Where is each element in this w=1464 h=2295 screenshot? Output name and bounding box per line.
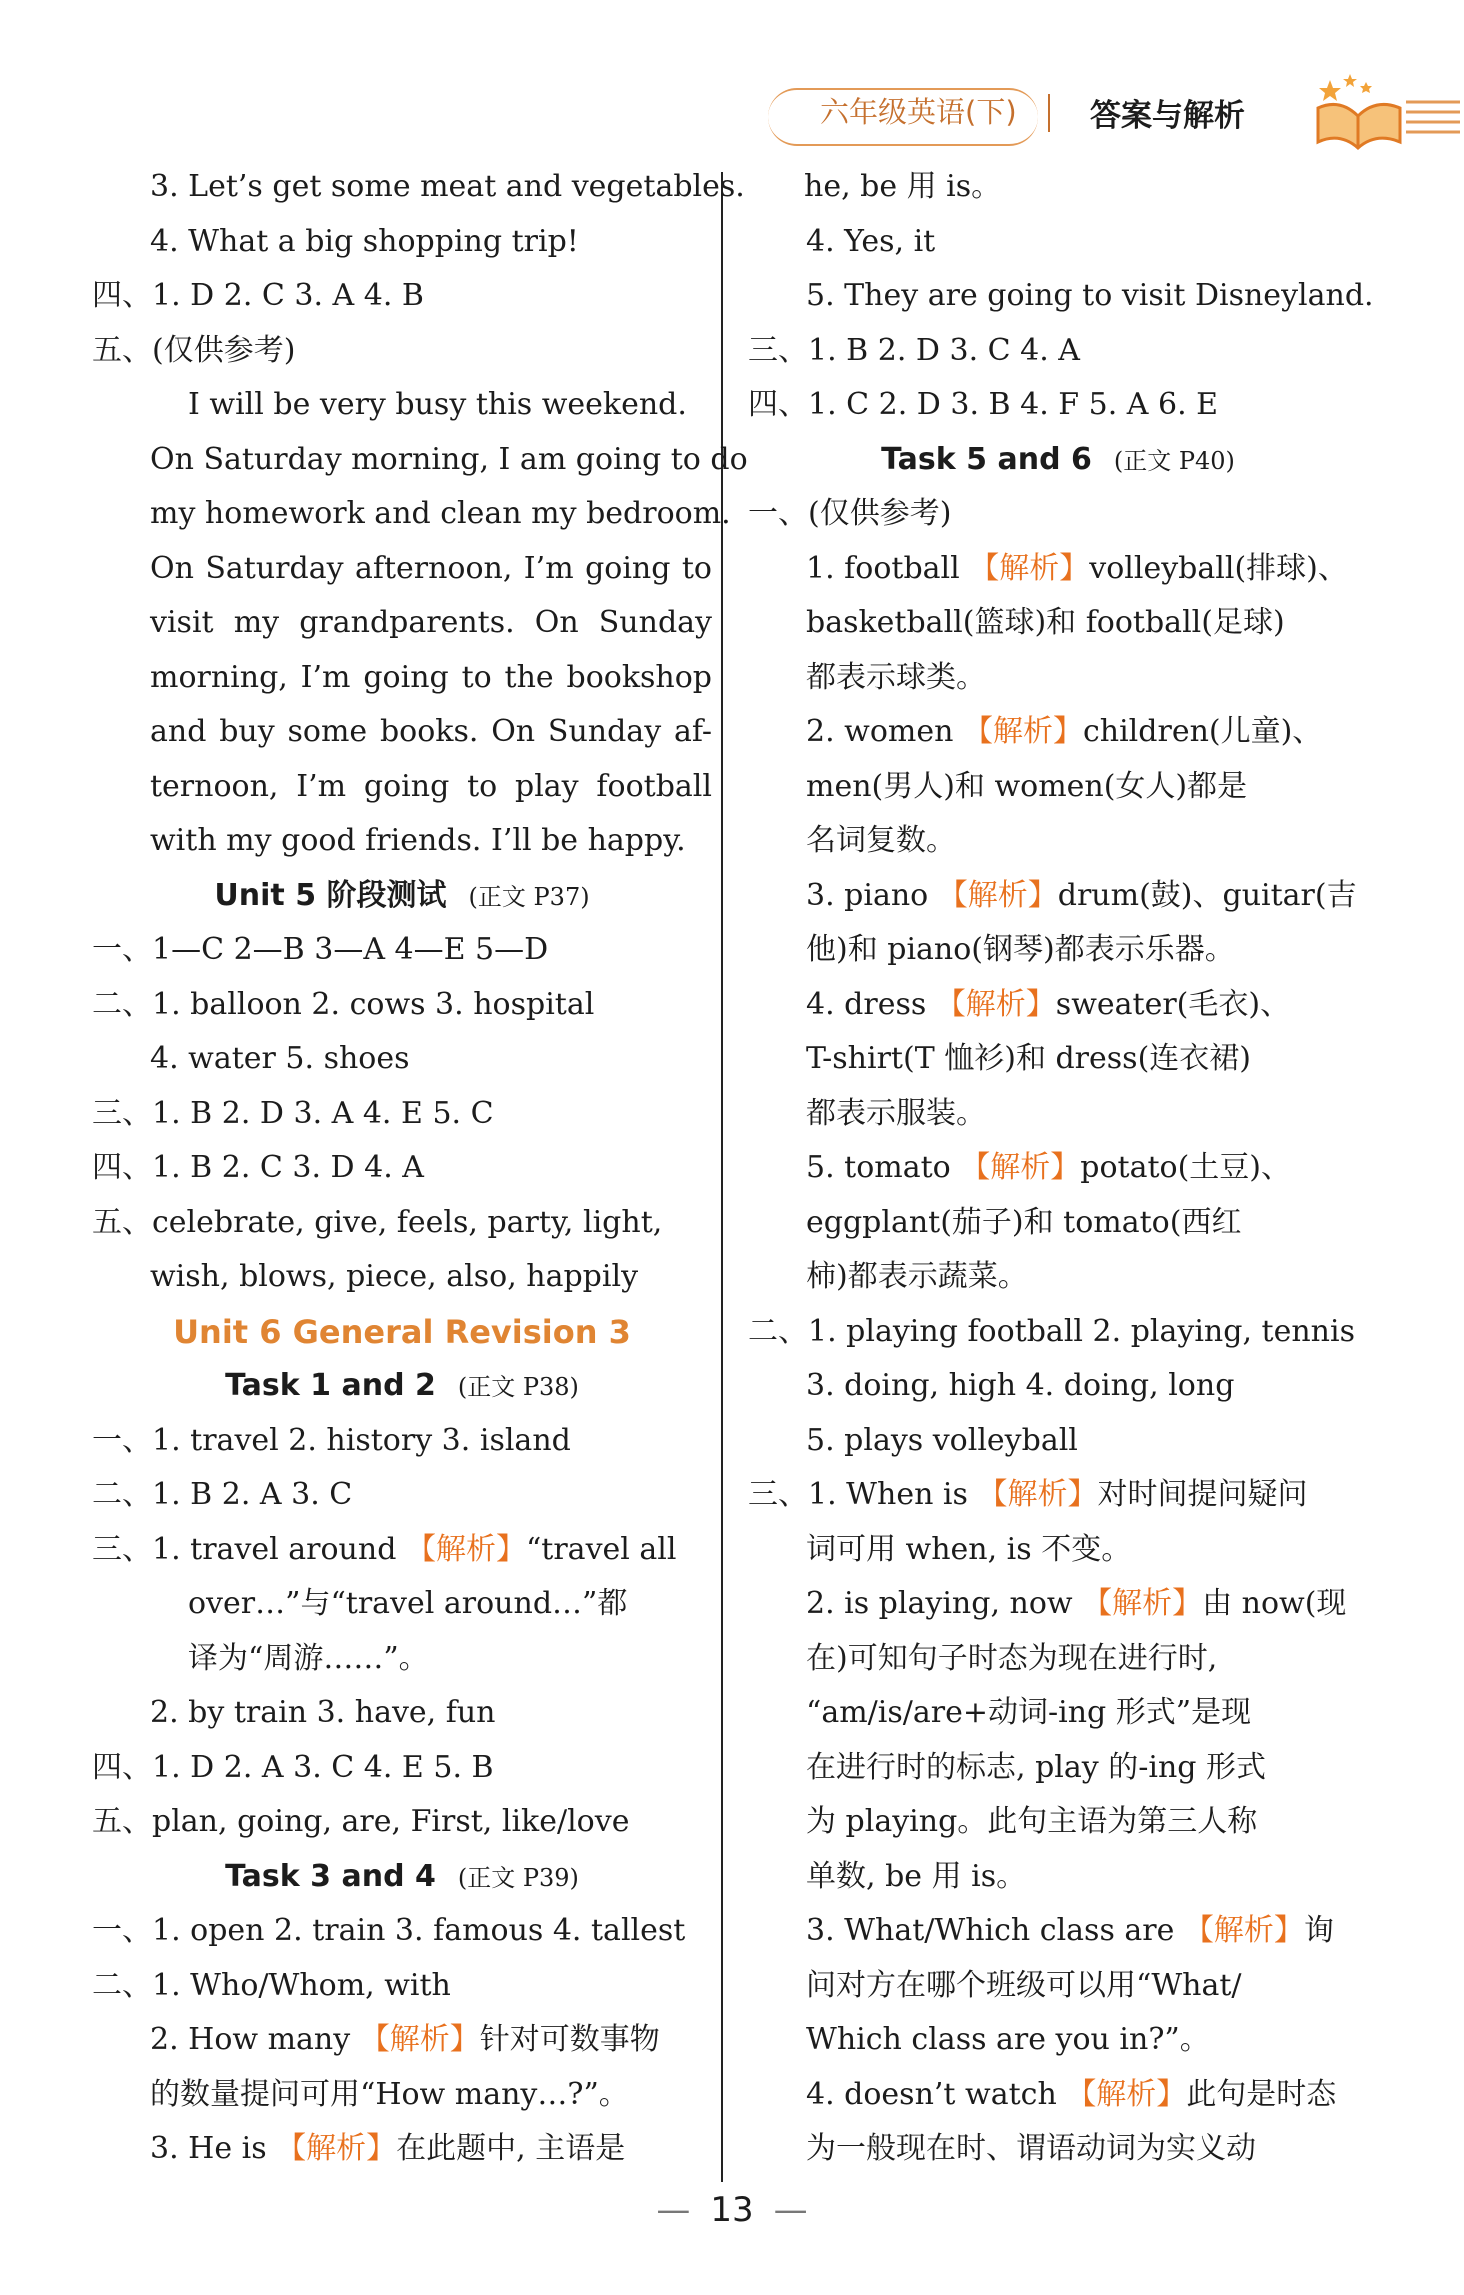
- line-text-rest: “travel all: [525, 1531, 677, 1567]
- left-line-31: [92, 1850, 712, 1905]
- left-line-18: [92, 1141, 712, 1196]
- line-text-rest: drum(鼓)、guitar(吉: [1057, 877, 1357, 913]
- header-grade: 六年级英语(下): [820, 95, 1017, 129]
- line-text: 为一般现在时、谓语动词为实义动: [806, 2131, 1256, 2166]
- right-line-7: [748, 542, 1368, 597]
- line-text: 4. water 5. shoes: [150, 1041, 410, 1076]
- right-line-27: [748, 1632, 1368, 1687]
- right-line-4: [748, 378, 1368, 433]
- line-text: 五、celebrate, give, feels, party, light,: [92, 1204, 663, 1240]
- right-line-32: [748, 1904, 1368, 1959]
- left-line-26: [92, 1577, 712, 1632]
- analysis-tag: 【解析】: [1183, 1913, 1304, 1948]
- line-text: 都表示球类。: [806, 659, 986, 695]
- line-text: Which class are you in?”。: [806, 2022, 1210, 2057]
- right-line-0: [748, 160, 1368, 215]
- analysis-tag: 【解析】: [276, 2131, 397, 2166]
- line-text: 二、1. balloon 2. cows 3. hospital: [92, 986, 595, 1022]
- right-line-10: [748, 705, 1368, 760]
- left-line-28: [92, 1686, 712, 1741]
- left-line-16: [92, 1032, 712, 1087]
- line-text-rest: 询: [1303, 1913, 1334, 1948]
- page-header: [740, 60, 1464, 160]
- line-text: 译为“周游……”。: [188, 1640, 429, 1676]
- line-text: 四、1. D 2. C 3. A 4. B: [92, 278, 424, 313]
- page-reference: (正文 P40): [1113, 446, 1235, 475]
- line-text-rest: potato(土豆)、: [1080, 1150, 1291, 1185]
- line-text: 3. He is: [150, 2131, 277, 2166]
- left-line-21: [92, 1305, 712, 1360]
- right-line-34: [748, 2013, 1368, 2068]
- left-line-9: [92, 651, 712, 706]
- line-text: ternoon, I’m going to play football: [150, 768, 712, 804]
- page-number-footer: [0, 2190, 1464, 2230]
- right-line-17: [748, 1087, 1368, 1142]
- right-line-18: [748, 1141, 1368, 1196]
- right-line-11: [748, 760, 1368, 815]
- line-text-rest: sweater(毛衣)、: [1055, 986, 1291, 1022]
- line-text: 在进行时的标志, play 的-ing 形式: [806, 1749, 1267, 1785]
- line-text: 为 playing。此句主语为第三人称: [806, 1804, 1258, 1839]
- line-text: 词可用 when, is 不变。: [806, 1531, 1132, 1567]
- line-text: 5. They are going to visit Disneyland.: [806, 278, 1374, 313]
- line-text: with my good friends. I’ll be happy.: [150, 823, 686, 858]
- line-text: he, be 用 is。: [804, 169, 1002, 204]
- header-separator: [1048, 94, 1050, 132]
- footer-dash-right: —: [773, 2190, 808, 2230]
- analysis-tag: 【解析】: [937, 877, 1058, 913]
- left-line-23: [92, 1414, 712, 1469]
- line-text: 2. women: [806, 714, 963, 749]
- line-text: 3. doing, high 4. doing, long: [806, 1368, 1235, 1403]
- analysis-tag: 【解析】: [359, 2022, 480, 2057]
- left-line-17: [92, 1087, 712, 1142]
- line-text: “am/is/are+动词-ing 形式”是现: [806, 1695, 1252, 1730]
- analysis-tag: 【解析】: [977, 1477, 1098, 1512]
- line-text: On Saturday afternoon, I’m going to: [150, 550, 712, 586]
- line-text-rest: 在此题中, 主语是: [396, 2131, 626, 2166]
- left-line-36: [92, 2122, 712, 2177]
- line-text: 3. Let’s get some meat and vegetables.: [150, 169, 745, 204]
- line-text: On Saturday morning, I am going to do: [150, 441, 748, 477]
- right-line-35: [748, 2068, 1368, 2123]
- line-text: 一、1—C 2—B 3—A 4—E 5—D: [92, 932, 549, 967]
- left-line-32: [92, 1904, 712, 1959]
- line-text: basketball(篮球)和 football(足球): [806, 605, 1285, 640]
- line-text: 一、1. open 2. train 3. famous 4. tallest: [92, 1913, 686, 1948]
- line-text: 单数, be 用 is。: [806, 1858, 1027, 1894]
- right-line-20: [748, 1250, 1368, 1305]
- line-text-rest: volleyball(排球)、: [1089, 550, 1348, 586]
- line-text: 柿)都表示蔬菜。: [806, 1259, 1028, 1294]
- left-line-25: [92, 1523, 712, 1578]
- left-line-19: [92, 1196, 712, 1251]
- line-text: 4. Yes, it: [806, 223, 936, 259]
- left-line-34: [92, 2013, 712, 2068]
- line-text: 3. piano: [806, 877, 938, 913]
- line-text: 三、1. When is: [748, 1477, 978, 1512]
- line-text: visit my grandparents. On Sunday: [150, 605, 712, 640]
- left-line-11: [92, 760, 712, 815]
- left-line-35: [92, 2068, 712, 2123]
- right-line-13: [748, 869, 1368, 924]
- line-text: 5. tomato: [806, 1150, 961, 1185]
- right-line-8: [748, 596, 1368, 651]
- right-line-26: [748, 1577, 1368, 1632]
- left-line-7: [92, 542, 712, 597]
- line-text: T-shirt(T 恤衫)和 dress(连衣裙): [806, 1041, 1251, 1076]
- left-line-1: [92, 215, 712, 270]
- right-line-1: [748, 215, 1368, 270]
- right-line-31: [748, 1850, 1368, 1905]
- right-line-28: [748, 1686, 1368, 1741]
- line-text: wish, blows, piece, also, happily: [150, 1259, 639, 1294]
- right-line-14: [748, 923, 1368, 978]
- analysis-tag: 【解析】: [969, 550, 1090, 586]
- left-line-10: [92, 705, 712, 760]
- line-text: 三、1. travel around: [92, 1531, 406, 1567]
- left-line-8: [92, 596, 712, 651]
- line-text: 五、(仅供参考): [92, 332, 296, 368]
- line-text: Task 5 and 6: [881, 441, 1092, 477]
- line-text: 的数量提问可用“How many…?”。: [150, 2076, 629, 2112]
- left-line-27: [92, 1632, 712, 1687]
- right-line-5: [748, 433, 1368, 488]
- line-text-rest: 由 now(现: [1202, 1586, 1347, 1621]
- line-text: 1. football: [806, 550, 970, 586]
- line-text: 二、1. B 2. A 3. C: [92, 1477, 353, 1512]
- line-text: 名词复数。: [806, 823, 956, 858]
- left-line-4: [92, 378, 712, 433]
- right-line-16: [748, 1032, 1368, 1087]
- line-text: 五、plan, going, are, First, like/love: [92, 1804, 630, 1839]
- left-line-5: [92, 433, 748, 488]
- left-line-13: [92, 869, 712, 924]
- left-line-3: [92, 324, 712, 379]
- line-text: 2. by train 3. have, fun: [150, 1695, 496, 1730]
- header-title: 答案与解析: [1090, 98, 1245, 134]
- line-text: 四、1. B 2. C 3. D 4. A: [92, 1150, 424, 1185]
- page-reference: (正文 P37): [468, 882, 590, 911]
- line-text: 5. plays volleyball: [806, 1422, 1078, 1458]
- line-text: Task 1 and 2: [225, 1368, 436, 1403]
- line-text: 在)可知句子时态为现在进行时,: [806, 1640, 1218, 1676]
- line-text: Unit 6 General Revision 3: [173, 1312, 631, 1351]
- line-text: 一、(仅供参考): [748, 496, 952, 531]
- right-line-24: [748, 1468, 1368, 1523]
- right-line-12: [748, 814, 1368, 869]
- analysis-tag: 【解析】: [962, 714, 1083, 749]
- right-line-29: [748, 1741, 1368, 1796]
- line-text: 都表示服装。: [806, 1095, 986, 1131]
- line-text: Task 3 and 4: [225, 1858, 436, 1894]
- right-line-36: [748, 2122, 1368, 2177]
- left-column: [92, 160, 748, 2177]
- line-text: my homework and clean my bedroom.: [150, 496, 731, 531]
- line-text: 4. What a big shopping trip!: [150, 223, 579, 259]
- analysis-tag: 【解析】: [960, 1150, 1081, 1185]
- line-text: over…”与“travel around…”都: [188, 1586, 628, 1621]
- line-text: 2. is playing, now: [806, 1586, 1083, 1621]
- line-text: morning, I’m going to the bookshop: [150, 659, 712, 695]
- right-line-25: [748, 1523, 1368, 1578]
- left-line-15: [92, 978, 712, 1033]
- right-line-23: [748, 1414, 1368, 1469]
- line-text: 3. What/Which class are: [806, 1913, 1184, 1948]
- right-line-19: [748, 1196, 1368, 1251]
- line-text: and buy some books. On Sunday af-: [150, 714, 712, 749]
- line-text: 四、1. D 2. A 3. C 4. E 5. B: [92, 1749, 494, 1785]
- left-line-0: [92, 160, 745, 215]
- line-text-rest: 此句是时态: [1186, 2076, 1337, 2112]
- line-text: 4. doesn’t watch: [806, 2076, 1067, 2112]
- right-line-9: [748, 651, 1368, 706]
- right-line-22: [748, 1359, 1368, 1414]
- left-line-14: [92, 923, 712, 978]
- line-text: eggplant(茄子)和 tomato(西红: [806, 1204, 1242, 1240]
- open-book-icon: [1310, 72, 1460, 152]
- analysis-tag: 【解析】: [935, 986, 1056, 1022]
- line-text: 三、1. B 2. D 3. A 4. E 5. C: [92, 1095, 494, 1131]
- left-line-2: [92, 269, 712, 324]
- line-text: 二、1. Who/Whom, with: [92, 1967, 451, 2003]
- left-line-24: [92, 1468, 712, 1523]
- line-text: 三、1. B 2. D 3. C 4. A: [748, 332, 1080, 368]
- left-line-20: [92, 1250, 712, 1305]
- line-text-rest: 对时间提问疑问: [1097, 1477, 1308, 1512]
- right-line-15: [748, 978, 1368, 1033]
- right-line-3: [748, 324, 1368, 379]
- line-text: 四、1. C 2. D 3. B 4. F 5. A 6. E: [748, 387, 1219, 422]
- left-line-22: [92, 1359, 712, 1414]
- page-number: 13: [710, 2190, 754, 2230]
- footer-dash-left: —: [656, 2190, 691, 2230]
- right-column: [748, 160, 1374, 2177]
- left-line-33: [92, 1959, 712, 2014]
- line-text-rest: children(儿童)、: [1082, 714, 1323, 749]
- line-text: 一、1. travel 2. history 3. island: [92, 1422, 571, 1458]
- line-text: 2. How many: [150, 2022, 360, 2057]
- analysis-tag: 【解析】: [1082, 1586, 1203, 1621]
- analysis-tag: 【解析】: [405, 1531, 526, 1567]
- line-text: Unit 5 阶段测试: [214, 877, 447, 913]
- line-text: 他)和 piano(钢琴)都表示乐器。: [806, 932, 1235, 967]
- right-line-2: [748, 269, 1374, 324]
- line-text: 问对方在哪个班级可以用“What/: [806, 1967, 1242, 2003]
- line-text-rest: 针对可数事物: [479, 2022, 660, 2057]
- line-text: 二、1. playing football 2. playing, tennis: [748, 1313, 1355, 1349]
- left-line-6: [92, 487, 731, 542]
- page-reference: (正文 P39): [457, 1863, 579, 1892]
- right-line-21: [748, 1305, 1368, 1360]
- line-text: men(男人)和 women(女人)都是: [806, 768, 1248, 804]
- right-line-6: [748, 487, 1368, 542]
- left-line-29: [92, 1741, 712, 1796]
- right-line-33: [748, 1959, 1368, 2014]
- left-line-30: [92, 1795, 712, 1850]
- analysis-tag: 【解析】: [1066, 2076, 1187, 2112]
- line-text: 4. dress: [806, 986, 936, 1022]
- line-text: I will be very busy this weekend.: [188, 387, 687, 422]
- page-reference: (正文 P38): [457, 1373, 579, 1401]
- right-line-30: [748, 1795, 1368, 1850]
- left-line-12: [92, 814, 712, 869]
